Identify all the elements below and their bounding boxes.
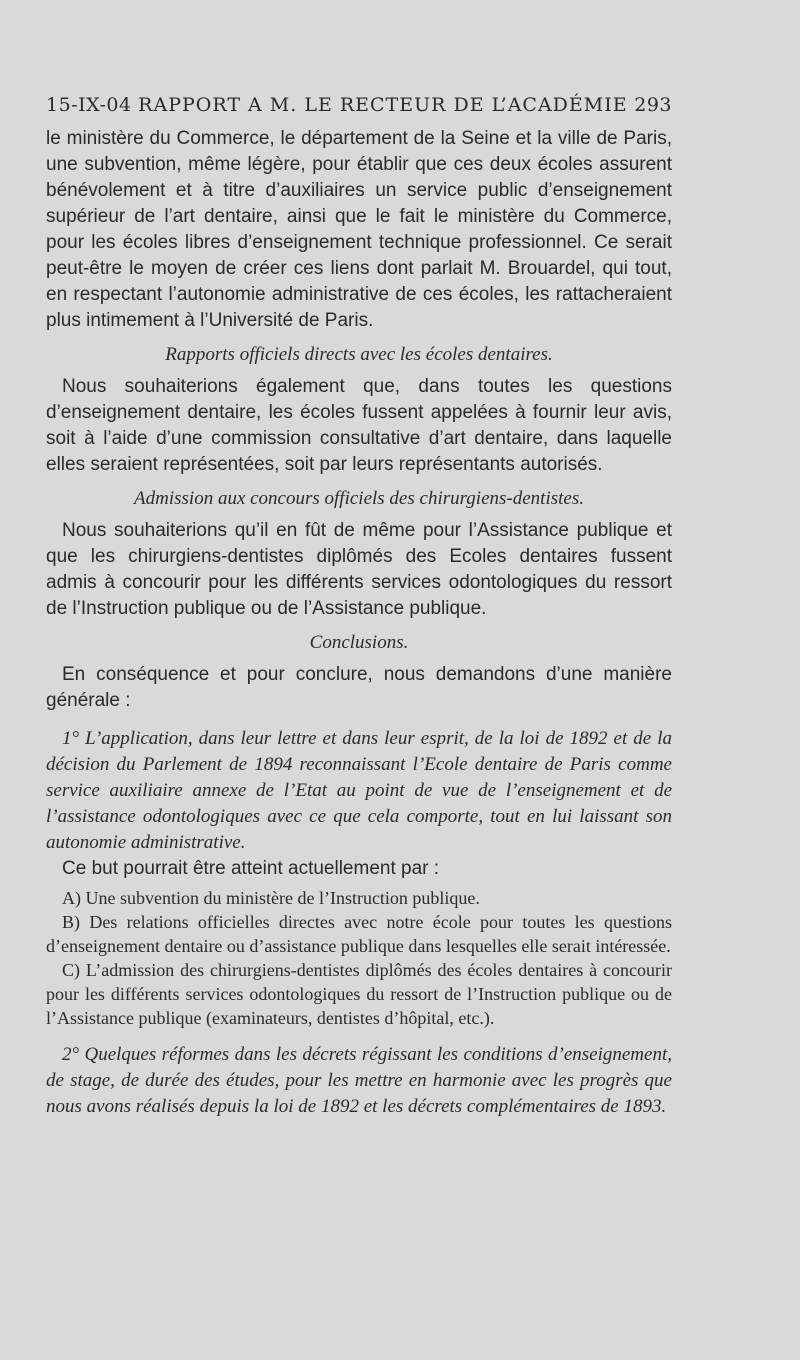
list-item: C) L’admission des chirurgiens-dentistes diplômés des écoles dentaires à concourir pour les différents services odontologiques du ressort de l’Instruction publique ou de l’Assistance publique (examinateurs, dentistes d’hôpital, etc.). [46,960,672,1028]
paragraph: 1° L’application, dans leur lettre et dans leur esprit, de la loi de 1892 et de la décision du Parlement de 1894 reconnaissant l’Ecole dentaire de Paris comme service auxiliaire annexe de l’Etat au point de vue de l’enseignement et de l’assistance odontologiques avec ce que cela comporte, tout en lui laissant son autonomie administrative. [46,728,672,853]
header-date: 15-IX-04 [46,94,132,116]
page-number: 293 [634,94,672,116]
section-heading: Rapports officiels directs avec les écoles dentaires. [165,344,553,365]
paragraph: le ministère du Commerce, le département de la Seine et la ville de Paris, une subvention, même légère, pour établir que ces deux écoles assurent bénévolement et à titre d’auxiliaires un service public d’enseignement supérieur de l’art dentaire, ainsi que le fait le ministère du Commerce, pour les écoles libres d’enseignement technique professionnel. Ce serait peut-être le moyen de créer ces liens dont parlait M. Brouardel, qui tout, en respectant l’autonomie administrative de ces écoles, les rattacheraient plus intimement à l’Université de Paris. [46,128,672,331]
header-title: RAPPORT A M. LE RECTEUR DE L’ACADÉMIE [138,94,628,116]
section-heading: Conclusions. [309,632,409,653]
list-item: B) Des relations officielles directes avec notre école pour toutes les questions d’enseignement dentaire ou d’assistance publique dans lesquelles elle serait intéressée. [46,912,672,956]
paragraph: Nous souhaiterions également que, dans toutes les questions d’enseignement dentaire, les écoles fussent appelées à fournir leur avis, soit à l’aide d’une commission consultative d’art dentaire, dans laquelle elles seraient représentées, soit par leurs représentants autorisés. [46,376,672,475]
running-header [46,94,672,116]
paragraph: Ce but pourrait être atteint actuellement par : [62,858,440,879]
paragraph: 2° Quelques réformes dans les décrets régissant les conditions d’enseignement, de stage, de durée des études, pour les mettre en harmonie avec les progrès que nous avons réalisés depuis la loi de 1892 et les décrets complémentaires de 1893. [46,1044,672,1117]
section-heading: Admission aux concours officiels des chirurgiens-dentistes. [134,488,584,509]
paragraph: Nous souhaiterions qu’il en fût de même pour l’Assistance publique et que les chirurgiens-dentistes diplômés des Ecoles dentaires fussent admis à concourir pour les différents services odontologiques du ressort de l’Instruction publique ou de l’Assistance publique. [46,520,672,619]
list-item: A) Une subvention du ministère de l’Instruction publique. [62,888,480,908]
paragraph: En conséquence et pour conclure, nous demandons d’une manière générale : [46,664,672,711]
